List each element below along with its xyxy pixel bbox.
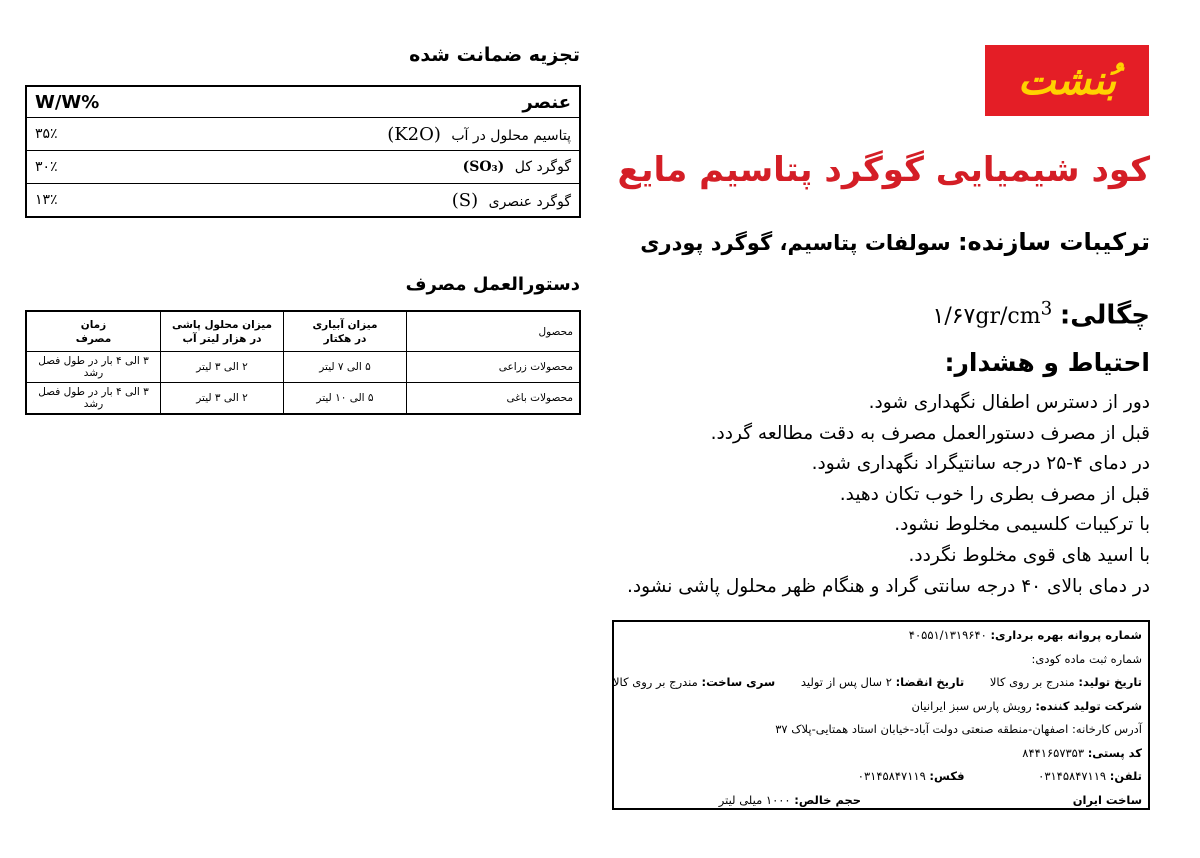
usage-product: محصولات باغی <box>407 383 581 415</box>
warnings-list <box>530 388 1150 602</box>
warning-item: با ترکیبات کلسیمی مخلوط نشود. <box>894 514 1150 536</box>
density-value: ۱/۶۷gr/cm <box>932 304 1041 330</box>
analysis-formula: (K2O) <box>387 123 441 145</box>
material-reg-row <box>620 648 1142 672</box>
table-row <box>26 383 580 415</box>
expiry-value: ۲ سال پس از تولید <box>800 675 892 689</box>
analysis-element-name: پتاسیم محلول در آب <box>451 127 571 144</box>
net-volume-label: حجم خالص: <box>794 792 862 807</box>
usage-header-product: محصول <box>407 311 581 352</box>
table-row <box>26 184 580 218</box>
phone-value: ۰۳۱۴۵۸۴۷۱۱۹ <box>1038 769 1107 783</box>
analysis-header-row <box>26 86 580 118</box>
warning-item: قبل از مصرف بطری را خوب تکان دهید. <box>839 483 1150 505</box>
warning-item: دور از دسترس اطفال نگهداری شود. <box>868 392 1150 413</box>
dates-row <box>613 671 1142 695</box>
density-label: چگالی: <box>1059 300 1150 331</box>
usage-header-spray: میزان محلول پاشی در هزار لیتر آب <box>161 311 284 352</box>
usage-table <box>25 310 581 415</box>
usage-header-irrigation: میزان آبیاری در هکتار <box>284 311 407 352</box>
usage-irrigation: ۵ الی ۱۰ لیتر <box>284 383 407 415</box>
usage-header-row <box>26 311 580 352</box>
analysis-element-name: گوگرد عنصری <box>488 193 571 210</box>
table-row <box>26 151 580 184</box>
analysis-table <box>25 85 581 218</box>
manufacturer-label: شرکت تولید کننده: <box>1035 698 1142 713</box>
license-row <box>620 624 1142 648</box>
density-line <box>750 299 1150 330</box>
phone-label: تلفن: <box>1109 769 1142 783</box>
usage-irrigation: ۵ الی ۷ لیتر <box>284 352 407 383</box>
analysis-title: تجزیه ضمانت شده <box>409 44 580 66</box>
factory-address-value: اصفهان-منطقه صنعتی دولت آباد-خیابان استاد همتایی-پلاک ۳۷ <box>775 722 1069 736</box>
product-info-box <box>612 620 1150 810</box>
postal-label: کد پستی: <box>1087 745 1142 760</box>
composition-value: سولفات پتاسیم، گوگرد پودری <box>640 231 951 255</box>
analysis-value: ۱۳٪ <box>26 184 117 218</box>
analysis-formula: (SO₃) <box>462 159 505 175</box>
production-date-label: تاریخ تولید: <box>1078 675 1142 689</box>
factory-address-label: آدرس کارخانه: <box>1072 722 1142 736</box>
batch-label: سری ساخت: <box>701 675 776 689</box>
analysis-header-unit: W/W% <box>26 86 117 118</box>
composition-line <box>450 228 1150 256</box>
density-unit-superscript: 3 <box>1040 299 1053 320</box>
manufacturer-row <box>620 695 1142 719</box>
warning-item: در دمای بالای ۴۰ درجه سانتی گراد و هنگام ظهر محلول پاشی نشود. <box>627 575 1150 597</box>
warning-item: قبل از مصرف دستورالعمل مصرف به دقت مطالعه گردد. <box>710 422 1150 444</box>
usage-time: ۳ الی ۴ بار در طول فصل رشد <box>26 352 161 383</box>
table-row <box>26 118 580 151</box>
batch-value: مندرج بر روی کالا <box>613 675 698 689</box>
analysis-formula: (S) <box>451 189 479 211</box>
net-volume-value: ۱۰۰۰ میلی لیتر <box>718 792 791 807</box>
factory-address-row <box>620 718 1142 742</box>
warning-item: با اسید های قوی مخلوط نگردد. <box>908 544 1150 566</box>
analysis-header-element: عنصر <box>117 86 580 118</box>
logo-text: بُنشت <box>1017 57 1117 104</box>
analysis-element-name: گوگرد کل <box>514 159 571 175</box>
warnings-title: احتیاط و هشدار: <box>944 348 1150 377</box>
postal-row <box>620 742 1142 766</box>
usage-product: محصولات زراعی <box>407 352 581 383</box>
license-label: شماره پروانه بهره برداری: <box>990 628 1142 642</box>
product-title: کود شیمیایی گوگرد پتاسیم مایع <box>617 150 1150 190</box>
usage-title: دستورالعمل مصرف <box>405 274 580 295</box>
brand-logo <box>983 43 1151 118</box>
analysis-value: ۳۰٪ <box>26 151 117 184</box>
composition-label: ترکیبات سازنده: <box>957 228 1150 256</box>
postal-value: ۸۴۴۱۶۵۷۳۵۳ <box>1022 745 1085 760</box>
expiry-label: تاریخ انقضا: <box>895 675 965 689</box>
usage-time: ۳ الی ۴ بار در طول فصل رشد <box>26 383 161 415</box>
made-in-label: ساخت ایران <box>1072 792 1142 807</box>
fax-value: ۰۳۱۴۵۸۴۷۱۱۹ <box>857 769 926 783</box>
phone-fax-row <box>620 765 1142 789</box>
usage-header-time: زمان مصرف <box>26 311 161 352</box>
table-row <box>26 352 580 383</box>
density-value-group <box>932 299 1053 330</box>
license-value: ۴۰۵۵۱/۱۳۱۹۶۴۰ <box>908 628 987 642</box>
production-date-value: مندرج بر روی کالا <box>989 675 1075 689</box>
usage-spray: ۲ الی ۳ لیتر <box>161 352 284 383</box>
fax-label: فکس: <box>929 769 965 783</box>
manufacturer-value: رویش پارس سبز ایرانیان <box>911 698 1032 713</box>
usage-spray: ۲ الی ۳ لیتر <box>161 383 284 415</box>
origin-volume-row <box>620 789 1142 813</box>
material-reg-label: شماره ثبت ماده کودی: <box>1031 651 1142 666</box>
analysis-value: ۳۵٪ <box>26 118 117 151</box>
warning-item: در دمای ۴-۲۵ درجه سانتیگراد نگهداری شود. <box>811 453 1150 475</box>
